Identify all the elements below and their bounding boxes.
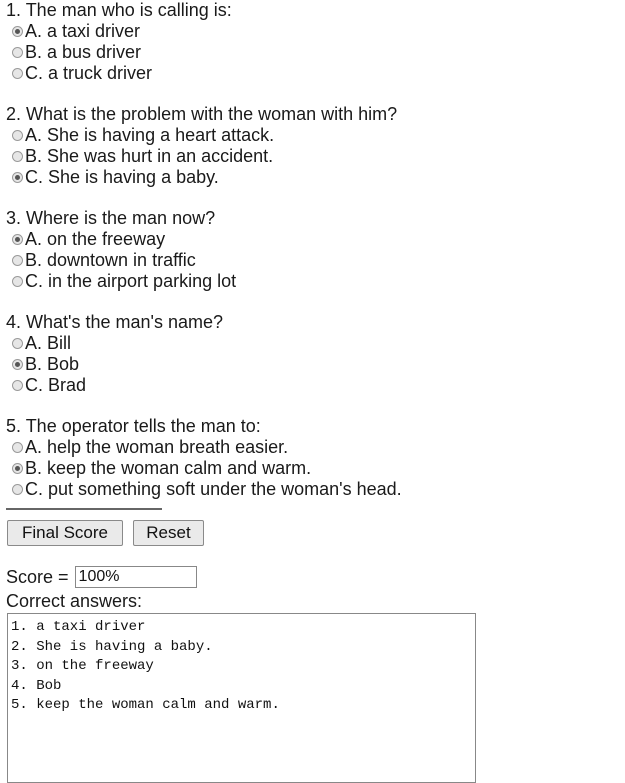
question-4 xyxy=(6,312,402,396)
answer-option[interactable] xyxy=(6,458,402,479)
question-text: 4. What's the man's name? xyxy=(6,312,223,332)
answer-option[interactable] xyxy=(6,125,402,146)
option-label: C. in the airport parking lot xyxy=(25,271,237,291)
answer-option[interactable] xyxy=(6,333,402,354)
radio-button[interactable] xyxy=(12,26,23,37)
score-label: Score = xyxy=(6,566,69,587)
option-label: A. Bill xyxy=(25,333,72,353)
question-3 xyxy=(6,208,402,292)
radio-button[interactable] xyxy=(12,463,23,474)
question-text: 5. The operator tells the man to: xyxy=(6,416,261,436)
radio-button[interactable] xyxy=(12,172,23,183)
answer-option[interactable] xyxy=(6,229,402,250)
quiz xyxy=(6,0,402,520)
option-label: C. Brad xyxy=(25,375,87,395)
answer-line: 5. keep the woman calm and warm. xyxy=(11,697,280,713)
radio-button[interactable] xyxy=(12,234,23,245)
option-label: C. put something soft under the woman's head. xyxy=(25,479,402,499)
answer-line: 3. on the freeway xyxy=(11,658,154,674)
score-field[interactable] xyxy=(75,566,197,588)
radio-button[interactable] xyxy=(12,276,23,287)
option-label: B. She was hurt in an accident. xyxy=(25,146,274,166)
radio-button[interactable] xyxy=(12,359,23,370)
final-score-button[interactable]: Final Score xyxy=(7,520,123,546)
answer-option[interactable] xyxy=(6,437,402,458)
option-label: B. Bob xyxy=(25,354,80,374)
reset-button[interactable]: Reset xyxy=(133,520,204,546)
answer-option[interactable] xyxy=(6,354,402,375)
option-label: C. She is having a baby. xyxy=(25,167,219,187)
radio-button[interactable] xyxy=(12,68,23,79)
answer-option[interactable] xyxy=(6,167,402,188)
answer-option[interactable] xyxy=(6,146,402,167)
radio-button[interactable] xyxy=(12,484,23,495)
option-label: A. help the woman breath easier. xyxy=(25,437,289,457)
answer-option[interactable] xyxy=(6,63,402,84)
answer-line: 1. a taxi driver xyxy=(11,619,146,635)
answer-option[interactable] xyxy=(6,250,402,271)
option-label: A. a taxi driver xyxy=(25,21,141,41)
radio-button[interactable] xyxy=(12,130,23,141)
option-label: B. downtown in traffic xyxy=(25,250,196,270)
option-label: C. a truck driver xyxy=(25,63,153,83)
correct-answers-label: Correct answers: xyxy=(6,591,143,611)
answer-line: 4. Bob xyxy=(11,677,62,694)
radio-button[interactable] xyxy=(12,151,23,162)
question-2 xyxy=(6,104,402,188)
answer-option[interactable] xyxy=(6,479,402,500)
radio-button[interactable] xyxy=(12,442,23,453)
option-label: A. on the freeway xyxy=(25,229,166,249)
radio-button[interactable] xyxy=(12,255,23,266)
question-1 xyxy=(6,0,402,84)
answer-option[interactable] xyxy=(6,21,402,42)
option-label: B. keep the woman calm and warm. xyxy=(25,458,312,478)
answer-option[interactable] xyxy=(6,375,402,396)
radio-button[interactable] xyxy=(12,380,23,391)
radio-button[interactable] xyxy=(12,338,23,349)
answer-option[interactable] xyxy=(6,42,402,63)
radio-button[interactable] xyxy=(12,47,23,58)
score-row xyxy=(6,566,197,588)
answer-line: 2. She is having a baby. xyxy=(11,638,213,655)
correct-answers-textarea[interactable] xyxy=(7,613,476,783)
question-5 xyxy=(6,416,402,500)
option-label: B. a bus driver xyxy=(25,42,142,62)
question-text: 3. Where is the man now? xyxy=(6,208,216,228)
divider xyxy=(6,508,162,510)
question-text: 2. What is the problem with the woman with him? xyxy=(6,104,398,124)
option-label: A. She is having a heart attack. xyxy=(25,125,275,145)
question-text: 1. The man who is calling is: xyxy=(6,0,232,20)
answer-option[interactable] xyxy=(6,271,402,292)
